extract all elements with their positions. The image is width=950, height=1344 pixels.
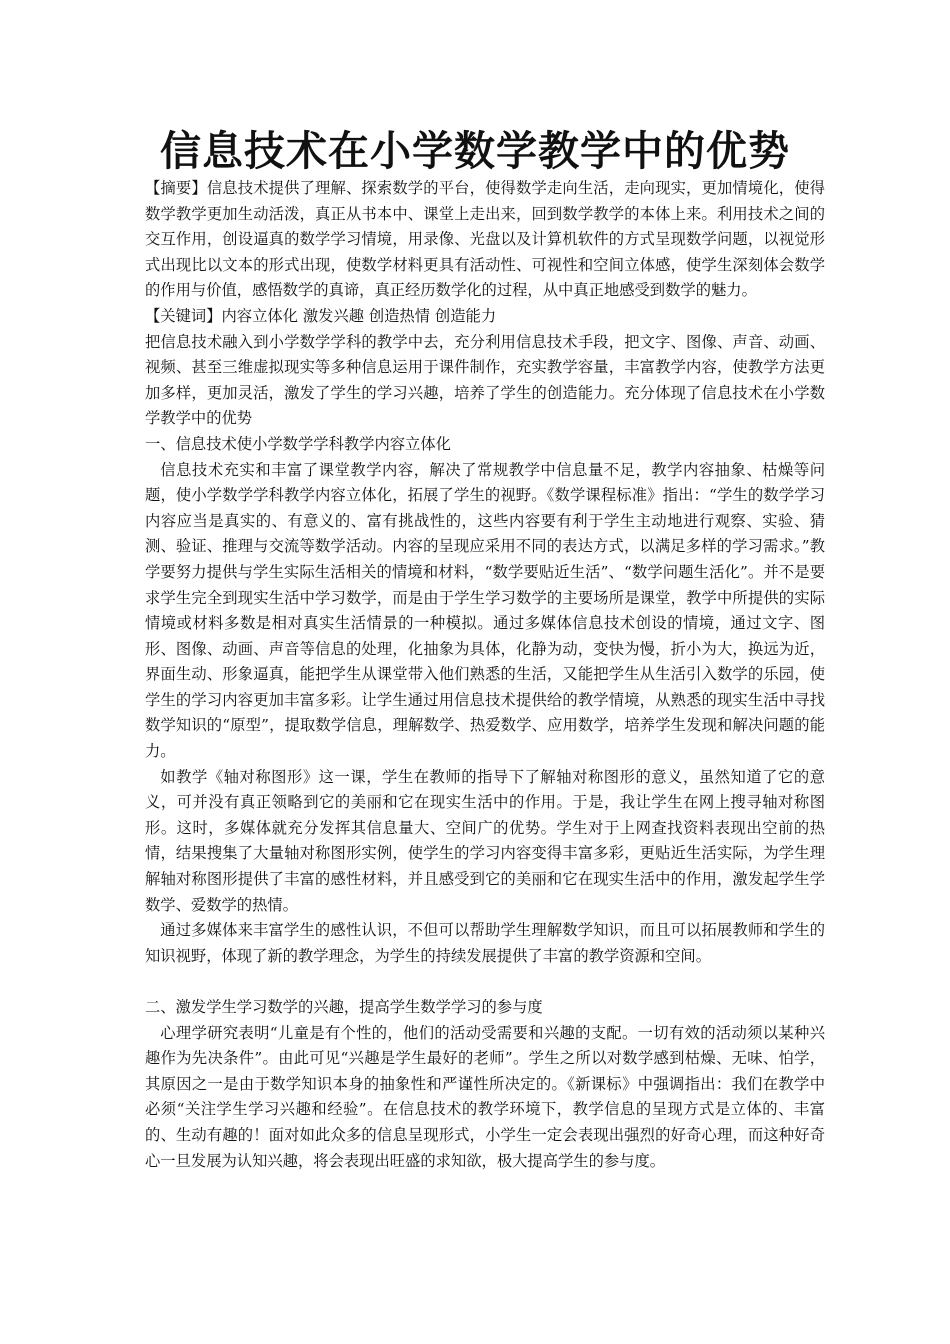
- keywords-line: 【关键词】内容立体化 激发兴趣 创造热情 创造能力: [145, 306, 497, 325]
- section1-paragraph-3: 通过多媒体来丰富学生的感性认识，不但可以帮助学生理解数学知识，而且可以拓展教师和学生的知识视野，体现了新的教学理念，为学生的持续发展提供了丰富的教学资源和空间。: [145, 921, 825, 965]
- abstract-paragraph: 【摘要】信息技术提供了理解、探索数学的平台，使得数学走向生活，走向现实，更加情境化，使得数学教学更加生动活泼，真正从书本中、课堂上走出来，回到数学教学的本体上来。利用技术之间的交互作用，创设逼真的数学学习情境，用录像、光盘以及计算机软件的方式呈现数学问题，以视觉形式出现比以文本的形式出现，使数学材料更具有活动性、可视性和空间立体感，使学生深刻体会数学的作用与价值，感悟数学的真谛，真正经历数学化的过程，从中真正地感受到数学的魅力。: [145, 179, 825, 300]
- section1-heading: 一、信息技术使小学数学学科教学内容立体化: [145, 434, 451, 453]
- document-title: 信息技术在小学数学教学中的优势: [160, 127, 790, 175]
- document-body: [145, 176, 825, 1174]
- section2-heading: 二、激发学生学习数学的兴趣，提高学生数学学习的参与度: [145, 998, 543, 1016]
- section1-paragraph-2: 如教学《轴对称图形》这一课，学生在教师的指导下了解轴对称图形的意义，虽然知道了它的意义，可并没有真正领略到它的美丽和它在现实生活中的作用。于是，我让学生在网上搜寻轴对称图形。这时，多媒体就充分发挥其信息量大、空间广的优势。学生对于上网查找资料表现出空前的热情，结果搜集了大量轴对称图形实例，使学生的学习内容变得丰富多彩，更贴近生活实际，为学生理解轴对称图形提供了丰富的感性材料，并且感受到它的美丽和它在现实生活中的作用，激发起学生学数学、爱数学的热情。: [145, 767, 825, 914]
- intro-paragraph: 把信息技术融入到小学数学学科的教学中去，充分利用信息技术手段，把文字、图像、声音、动画、视频、甚至三维虚拟现实等多种信息运用于课件制作，充实教学容量，丰富教学内容，使教学方法更加多样，更加灵活，激发了学生的学习兴趣，培养了学生的创造能力。充分体现了信息技术在小学数学教学中的优势: [145, 332, 825, 428]
- paragraph-spacer: [145, 969, 825, 995]
- section1-paragraph-1: 信息技术充实和丰富了课堂教学内容，解决了常规教学中信息量不足，教学内容抽象、枯燥等问题，使小学数学学科教学内容立体化，拓展了学生的视野。《数学课程标准》指出：“学生的数学学习内容应当是真实的、有意义的、富有挑战性的，这些内容要有利于学生主动地进行观察、实验、猜测、验证、推理与交流等数学活动。内容的呈现应采用不同的表达方式，以满足多样的学习需求。”教学要努力提供与学生实际生活相关的情境和材料，“数学要贴近生活”、“数学问题生活化”。并不是要求学生完全到现实生活中学习数学，而是由于学生学习数学的主要场所是课堂，教学中所提供的实际情境或材料多数是相对真实生活情景的一种模拟。通过多媒体信息技术创设的情境，通过文字、图形、图像、动画、声音等信息的处理，化抽象为具体，化静为动，变快为慢，折小为大，换远为近，界面生动、形象逼真，能把学生从课堂带入他们熟悉的生活，又能把学生从生活引入数学的乐园，使学生的学习内容更加丰富多彩。让学生通过用信息技术提供给的教学情境，从熟悉的现实生活中寻找数学知识的“原型”，提取数学信息，理解数学、热爱数学、应用数学，培养学生发现和解决问题的能力。: [145, 460, 825, 761]
- section2-paragraph-1: 心理学研究表明“儿童是有个性的，他们的活动受需要和兴趣的支配。一切有效的活动须以某种兴趣作为先决条件”。由此可见“兴趣是学生最好的老师”。学生之所以对数学感到枯燥、无味、怕学，其原因之一是由于数学知识本身的抽象性和严谨性所决定的。《新课标》中强调指出：我们在教学中必须“关注学生学习兴趣和经验”。在信息技术的教学环境下，教学信息的呈现方式是立体的、丰富的、生动有趣的！面对如此众多的信息呈现形式，小学生一定会表现出强烈的好奇心理，而这种好奇心一旦发展为认知兴趣，将会表现出旺盛的求知欲，极大提高学生的参与度。: [145, 1023, 825, 1170]
